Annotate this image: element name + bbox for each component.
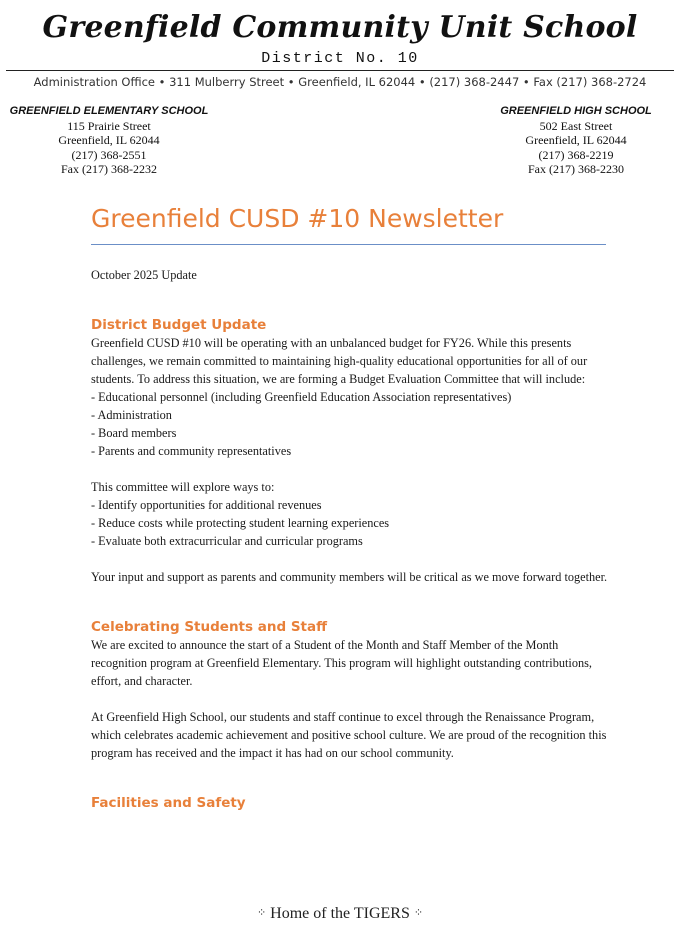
- district-number: District No. 10: [261, 50, 419, 67]
- budget-heading: District Budget Update: [91, 317, 267, 333]
- explore-item: - Reduce costs while protecting student learning experiences: [91, 516, 390, 530]
- elementary-school-block: [4, 104, 214, 177]
- admin-address: Administration Office • 311 Mulberry Street • Greenfield, IL 62044 • (217) 368-2447 • Fax (217) 368-2724: [33, 75, 647, 89]
- high-school-name: GREENFIELD HIGH SCHOOL: [500, 105, 652, 117]
- title-underline: [91, 244, 606, 245]
- elementary-city: Greenfield, IL 62044: [58, 133, 160, 147]
- elementary-fax: Fax (217) 368-2232: [61, 162, 157, 176]
- high-phone: (217) 368-2219: [538, 147, 614, 162]
- budget-intro: Greenfield CUSD #10 will be operating with an unbalanced budget for FY26. While this presents challenges, we remain committed to maintaining high-quality educational opportunities for all of our students. To address this situation, we are forming a Budget Evaluation Committee that will include:: [91, 336, 588, 386]
- elementary-school-name: GREENFIELD ELEMENTARY SCHOOL: [9, 105, 209, 117]
- newsletter-body: [91, 266, 611, 812]
- district-name: Greenfield Community Unit School: [42, 10, 638, 45]
- committee-member-item: - Parents and community representatives: [91, 444, 292, 458]
- paw-print-icon: ⁘: [413, 907, 424, 919]
- explore-item: - Evaluate both extracurricular and curricular programs: [91, 534, 363, 548]
- high-fax: Fax (217) 368-2230: [528, 162, 624, 176]
- budget-closing: Your input and support as parents and community members will be critical as we move forward together.: [91, 570, 608, 584]
- high-street: 502 East Street: [539, 118, 613, 133]
- letterhead-divider: [6, 70, 674, 71]
- newsletter-title: Greenfield CUSD #10 Newsletter: [91, 204, 504, 233]
- celebrating-paragraph-2: At Greenfield High School, our students and staff continue to excel through the Renaissance Program, which celebrates academic achievement and positive school culture. We are proud of the recognition this program has received and the impact it has had on our school community.: [91, 710, 607, 760]
- footer-text: Home of the TIGERS: [270, 905, 410, 922]
- paw-print-icon: ⁘: [256, 907, 267, 919]
- facilities-heading: Facilities and Safety: [91, 795, 246, 811]
- explore-item: - Identify opportunities for additional revenues: [91, 498, 322, 512]
- date-line: October 2025 Update: [91, 268, 197, 282]
- high-school-block: [486, 104, 666, 177]
- elementary-phone: (217) 368-2551: [71, 147, 147, 162]
- high-city: Greenfield, IL 62044: [525, 133, 627, 147]
- elementary-street: 115 Prairie Street: [67, 118, 151, 133]
- committee-member-item: - Educational personnel (including Greenfield Education Association representatives): [91, 390, 512, 404]
- celebrating-heading: Celebrating Students and Staff: [91, 619, 328, 635]
- explore-intro: This committee will explore ways to:: [91, 480, 275, 494]
- committee-member-item: - Board members: [91, 426, 177, 440]
- footer-tagline: [0, 905, 680, 923]
- celebrating-paragraph-1: We are excited to announce the start of a Student of the Month and Staff Member of the Month recognition program at Greenfield Elementary. This program will highlight outstanding contributions, effort, and character.: [91, 638, 592, 688]
- committee-member-item: - Administration: [91, 408, 172, 422]
